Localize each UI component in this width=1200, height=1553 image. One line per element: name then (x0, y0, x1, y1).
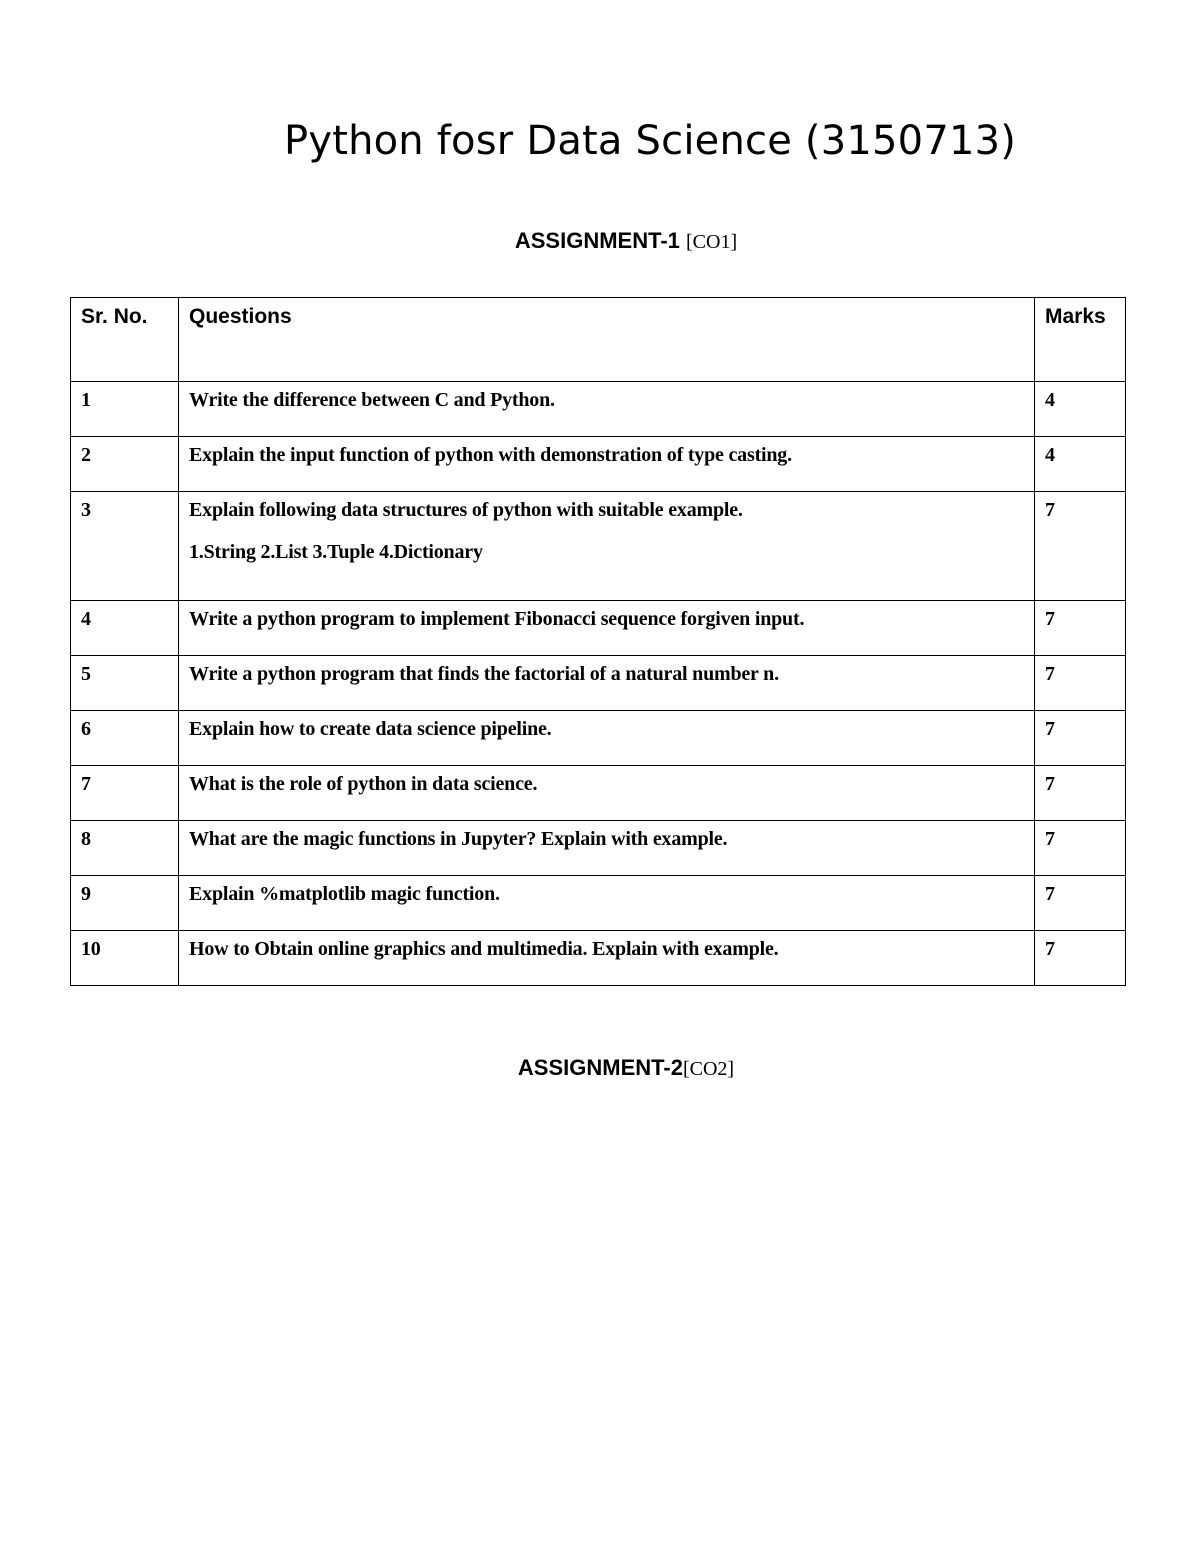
row-question: How to Obtain online graphics and multimedia. Explain with example. (179, 931, 1035, 986)
row-sr-no: 10 (71, 931, 179, 986)
table-row (71, 711, 1126, 766)
row-marks: 7 (1035, 876, 1126, 931)
row-sr-no: 1 (71, 382, 179, 437)
row-sr-no: 8 (71, 821, 179, 876)
header-sr-no: Sr. No. (71, 298, 179, 382)
row-question: Write a python program that finds the factorial of a natural number n. (179, 656, 1035, 711)
assignment-2-label: ASSIGNMENT-2 (517, 1055, 683, 1080)
table-row (71, 931, 1126, 986)
row-sr-no: 2 (71, 437, 179, 492)
table-row (71, 601, 1126, 656)
table-header-row (71, 298, 1126, 382)
header-questions: Questions (179, 298, 1035, 382)
header-marks: Marks (1035, 298, 1126, 382)
row-question: Write a python program to implement Fibonacci sequence forgiven input. (179, 601, 1035, 656)
row-question: Explain following data structures of python with suitable example. (189, 499, 743, 521)
row-marks: 7 (1035, 492, 1126, 601)
row-question: Explain the input function of python with demonstration of type casting. (179, 437, 1035, 492)
row-question: Explain how to create data science pipeline. (179, 711, 1035, 766)
row-sr-no: 9 (71, 876, 179, 931)
table-row (71, 766, 1126, 821)
row-marks: 7 (1035, 601, 1126, 656)
row-sr-no: 6 (71, 711, 179, 766)
questions-table (70, 297, 1126, 986)
assignment-1-label: ASSIGNMENT-1 (514, 228, 687, 253)
row-question: What are the magic functions in Jupyter? Explain with example. (179, 821, 1035, 876)
table-row (71, 492, 1126, 601)
row-marks: 7 (1035, 766, 1126, 821)
row-question: Explain %matplotlib magic function. (179, 876, 1035, 931)
table-row (71, 437, 1126, 492)
assignment-1-heading (26, 228, 1200, 254)
assignment-2-heading (26, 1055, 1200, 1081)
row-marks: 7 (1035, 821, 1126, 876)
row-marks: 7 (1035, 656, 1126, 711)
row-marks: 7 (1035, 931, 1126, 986)
row-sr-no: 4 (71, 601, 179, 656)
row-question-subline: 1.String 2.List 3.Tuple 4.Dictionary (189, 541, 483, 563)
row-marks: 4 (1035, 437, 1126, 492)
table-row (71, 876, 1126, 931)
row-question: What is the role of python in data science. (179, 766, 1035, 821)
row-marks: 7 (1035, 711, 1126, 766)
row-sr-no: 3 (71, 492, 179, 601)
row-marks: 4 (1035, 382, 1126, 437)
row-question-cell (179, 492, 1035, 601)
table-row (71, 382, 1126, 437)
row-sr-no: 7 (71, 766, 179, 821)
row-question: Write the difference between C and Python. (179, 382, 1035, 437)
assignment-1-co-tag: [CO1] (686, 231, 738, 253)
table-row (71, 821, 1126, 876)
page-title: Python fosr Data Science (3150713) (284, 118, 1017, 164)
row-sr-no: 5 (71, 656, 179, 711)
assignment-2-co-tag: [CO2] (682, 1058, 735, 1080)
table-row (71, 656, 1126, 711)
